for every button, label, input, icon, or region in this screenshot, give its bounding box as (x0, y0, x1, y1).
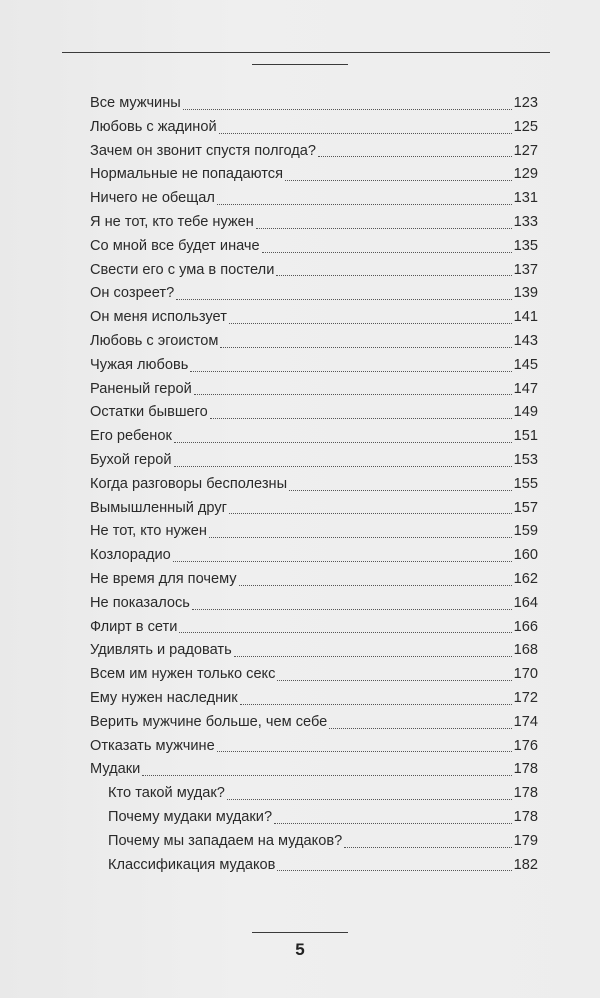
toc-entry-title: Его ребенок (90, 428, 172, 445)
toc-entry-page: 123 (513, 95, 538, 111)
toc-entry (90, 711, 538, 735)
toc-entry-title: Флирт в сети (90, 618, 178, 635)
toc-dot-leader (229, 513, 512, 514)
toc-entry (90, 568, 538, 592)
toc-entry-page: 135 (513, 237, 538, 254)
toc-entry-title: Отказать мужчине (90, 737, 215, 754)
toc-entry (90, 758, 538, 782)
toc-entry-title: Ничего не обещал (90, 190, 215, 207)
toc-entry (90, 163, 538, 187)
toc-entry-title: Всем им нужен только секс (90, 666, 276, 683)
toc-entry-title: Он созреет? (90, 285, 175, 302)
toc-entry-page: 155 (513, 475, 538, 492)
toc-entry-page: 137 (513, 261, 538, 278)
toc-entry-page: 145 (513, 356, 538, 373)
toc-entry-page: 160 (513, 547, 538, 564)
toc-subentry (90, 830, 538, 854)
toc-entry (90, 116, 538, 140)
toc-entry (90, 187, 538, 211)
toc-entry-page: 125 (513, 118, 538, 135)
toc-entry-title: Мудаки (90, 761, 141, 778)
toc-entry-page: 159 (513, 523, 538, 540)
toc-dot-leader (240, 704, 512, 705)
toc-entry (90, 92, 538, 116)
toc-entry-page: 178 (513, 785, 538, 802)
toc-entry-page: 178 (513, 808, 538, 825)
toc-dot-leader (285, 180, 512, 181)
toc-entry (90, 282, 538, 306)
toc-dot-leader (277, 870, 511, 871)
toc-entry-page: 129 (513, 166, 538, 183)
toc-dot-leader (239, 585, 512, 586)
toc-entry-page: 147 (513, 380, 538, 397)
toc-dot-leader (229, 323, 512, 324)
toc-dot-leader (318, 156, 512, 157)
toc-entry (90, 235, 538, 259)
toc-entry (90, 259, 538, 283)
toc-entry (90, 401, 538, 425)
toc-entry-title: Раненый герой (90, 380, 192, 397)
toc-dot-leader (234, 656, 512, 657)
toc-dot-leader (289, 490, 512, 491)
toc-entry-page: 141 (513, 309, 538, 326)
toc-dot-leader (262, 252, 512, 253)
toc-dot-leader (183, 109, 512, 110)
toc-entry (90, 378, 538, 402)
toc-dot-leader (174, 442, 512, 443)
toc-entry-title: Вымышленный друг (90, 499, 227, 516)
toc-entry (90, 663, 538, 687)
toc-entry (90, 449, 538, 473)
toc-entry-title: Верить мужчине больше, чем себе (90, 713, 328, 730)
toc-entry-page: 170 (513, 666, 538, 683)
toc-entry (90, 330, 538, 354)
toc-entry-title: Классификация мудаков (108, 856, 276, 873)
toc-entry-page: 174 (513, 713, 538, 730)
toc-entry-title: Я не тот, кто тебе нужен (90, 213, 254, 230)
toc-entry-title: Со мной все будет иначе (90, 237, 260, 254)
toc-entry (90, 616, 538, 640)
toc-subentry (90, 854, 538, 878)
toc-dot-leader (220, 347, 511, 348)
toc-dot-leader (277, 680, 511, 681)
toc-entry (90, 140, 538, 164)
toc-dot-leader (217, 204, 512, 205)
toc-subentry (90, 782, 538, 806)
toc-entry-title: Почему мы западаем на мудаков? (108, 832, 343, 849)
toc-entry-title: Ему нужен наследник (90, 689, 238, 706)
toc-entry (90, 425, 538, 449)
toc-dot-leader (142, 775, 511, 776)
toc-entry-title: Не время для почему (90, 570, 237, 587)
toc-entry-page: 172 (513, 689, 538, 706)
toc-entry-title: Почему мудаки мудаки? (108, 808, 273, 825)
toc-entry (90, 544, 538, 568)
footer-rule (252, 932, 348, 933)
toc-entry-page: 166 (513, 618, 538, 635)
toc-dot-leader (179, 632, 511, 633)
toc-entry (90, 306, 538, 330)
toc-dot-leader (329, 728, 511, 729)
toc-entry-page: 149 (513, 404, 538, 421)
toc-entry (90, 473, 538, 497)
toc-dot-leader (219, 133, 512, 134)
toc-entry-page: 151 (513, 428, 538, 445)
toc-entry-page: 168 (513, 642, 538, 659)
toc-entry-page: 133 (513, 213, 538, 230)
toc-dot-leader (174, 466, 512, 467)
toc-entry-title: Удивлять и радовать (90, 642, 232, 659)
toc-entry-title: Не тот, кто нужен (90, 523, 207, 540)
toc-entry-title: Он меня использует (90, 309, 227, 326)
toc-dot-leader (173, 561, 512, 562)
toc-entry-page: 179 (513, 832, 538, 849)
toc-entry (90, 497, 538, 521)
toc-entry-page: 178 (513, 761, 538, 778)
header-rule-long (62, 52, 550, 53)
toc-entry-title: Все мужчины (90, 95, 181, 111)
toc-entry-page: 162 (513, 570, 538, 587)
toc-entry-page: 176 (513, 737, 538, 754)
toc-entry (90, 211, 538, 235)
toc-entry-title: Бухой герой (90, 451, 172, 468)
toc-entry-page: 182 (513, 856, 538, 873)
page-number: 5 (295, 940, 305, 959)
toc-entry-title: Не показалось (90, 594, 190, 611)
toc-entry-page: 164 (513, 594, 538, 611)
toc-entry-title: Любовь с эгоистом (90, 332, 219, 349)
toc-entry (90, 354, 538, 378)
toc-dot-leader (209, 537, 512, 538)
toc-entry-page: 127 (513, 142, 538, 159)
toc-entry-page: 153 (513, 451, 538, 468)
toc-dot-leader (210, 418, 512, 419)
toc-entry-title: Чужая любовь (90, 356, 189, 373)
toc-dot-leader (344, 847, 511, 848)
toc-entry-title: Козлорадио (90, 547, 171, 564)
toc-entry-page: 143 (513, 332, 538, 349)
toc-dot-leader (190, 371, 511, 372)
toc-dot-leader (276, 275, 511, 276)
toc-entry (90, 687, 538, 711)
toc-entry-title: Свести его с ума в постели (90, 261, 275, 278)
toc-dot-leader (176, 299, 511, 300)
toc-entry (90, 639, 538, 663)
toc-entry (90, 520, 538, 544)
toc-entry-title: Остатки бывшего (90, 404, 208, 421)
table-of-contents (90, 92, 538, 877)
toc-dot-leader (217, 751, 512, 752)
toc-entry-page: 157 (513, 499, 538, 516)
toc-entry (90, 735, 538, 759)
toc-dot-leader (227, 799, 512, 800)
toc-dot-leader (194, 394, 512, 395)
toc-entry-title: Нормальные не попадаются (90, 166, 284, 183)
toc-entry-title: Любовь с жадиной (90, 118, 217, 135)
toc-entry-title: Кто такой мудак? (108, 785, 225, 802)
header-rule-short (252, 64, 348, 65)
toc-dot-leader (192, 609, 512, 610)
toc-subentry (90, 806, 538, 830)
toc-entry (90, 592, 538, 616)
toc-entry-page: 139 (513, 285, 538, 302)
toc-dot-leader (274, 823, 512, 824)
toc-entry-title: Зачем он звонит спустя полгода? (90, 142, 317, 159)
toc-dot-leader (256, 228, 512, 229)
toc-entry-title: Когда разговоры бесполезны (90, 475, 288, 492)
toc-entry-page: 131 (513, 190, 538, 207)
